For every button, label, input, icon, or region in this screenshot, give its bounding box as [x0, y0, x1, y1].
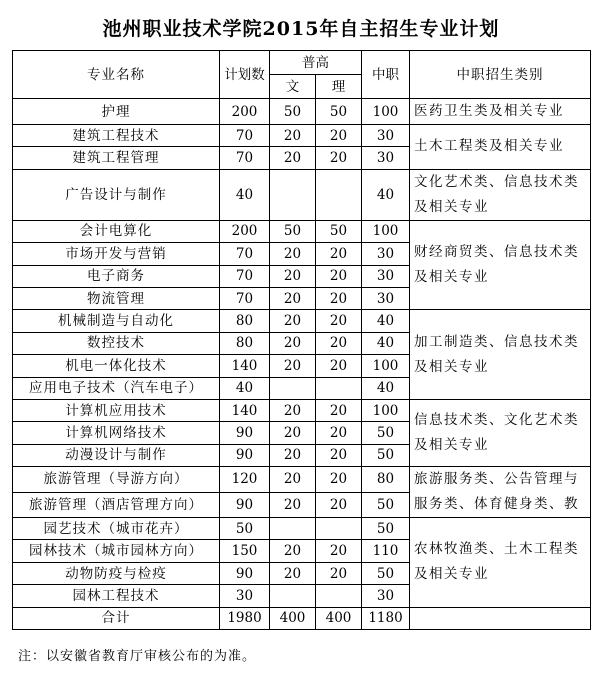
science-count: 20 [316, 492, 362, 518]
plan-count: 70 [220, 287, 270, 309]
plan-count: 80 [220, 310, 270, 332]
plan-count: 200 [220, 99, 270, 125]
col-header-vocational: 中职 [362, 51, 410, 99]
major-name: 旅游管理（酒店管理方向） [13, 492, 220, 518]
science-count: 20 [316, 467, 362, 493]
science-count: 20 [316, 355, 362, 377]
major-name: 计算机应用技术 [13, 399, 220, 421]
major-name: 园林技术（城市园林方向） [13, 540, 220, 562]
arts-count: 20 [270, 467, 316, 493]
table-row [13, 467, 591, 493]
arts-count: 20 [270, 492, 316, 518]
arts-count [270, 169, 316, 220]
major-name: 市场开发与营销 [13, 243, 220, 265]
plan-count: 90 [220, 562, 270, 584]
science-count [316, 377, 362, 399]
vocational-count: 50 [362, 492, 410, 518]
major-name: 机电一体化技术 [13, 355, 220, 377]
arts-count: 20 [270, 310, 316, 332]
science-count: 20 [316, 265, 362, 287]
science-count [316, 585, 362, 607]
science-count [316, 518, 362, 540]
arts-count: 20 [270, 422, 316, 444]
vocational-count: 50 [362, 518, 410, 540]
science-count: 20 [316, 540, 362, 562]
science-count: 20 [316, 562, 362, 584]
vocational-count: 50 [362, 422, 410, 444]
header-row [13, 51, 591, 75]
table-row [13, 220, 591, 242]
vocational-count: 30 [362, 147, 410, 169]
science-count: 20 [316, 399, 362, 421]
plan-count: 90 [220, 444, 270, 466]
total-vocational: 1180 [362, 607, 410, 629]
vocational-count: 40 [362, 169, 410, 220]
arts-count [270, 377, 316, 399]
plan-count: 70 [220, 243, 270, 265]
arts-count: 20 [270, 125, 316, 147]
col-header-category: 中职招生类别 [410, 51, 591, 99]
plan-count: 70 [220, 147, 270, 169]
science-count: 20 [316, 444, 362, 466]
vocational-count: 30 [362, 585, 410, 607]
col-header-plan: 计划数 [220, 51, 270, 99]
arts-count: 50 [270, 220, 316, 242]
col-header-general: 普高 [270, 51, 362, 75]
col-header-name: 专业名称 [13, 51, 220, 99]
major-name: 广告设计与制作 [13, 169, 220, 220]
vocational-count: 50 [362, 562, 410, 584]
plan-count: 140 [220, 399, 270, 421]
plan-count: 90 [220, 422, 270, 444]
category-cell: 医药卫生类及相关专业 [410, 99, 591, 125]
category-cell: 农林牧渔类、土木工程类及相关专业 [410, 518, 591, 608]
total-label: 合计 [13, 607, 220, 629]
vocational-count: 100 [362, 220, 410, 242]
major-name: 机械制造与自动化 [13, 310, 220, 332]
major-name: 园艺技术（城市花卉） [13, 518, 220, 540]
total-science: 400 [316, 607, 362, 629]
science-count: 20 [316, 125, 362, 147]
science-count: 20 [316, 332, 362, 354]
vocational-count: 110 [362, 540, 410, 562]
total-category-empty [410, 607, 591, 629]
arts-count: 20 [270, 243, 316, 265]
major-name: 物流管理 [13, 287, 220, 309]
arts-count: 20 [270, 444, 316, 466]
major-name: 动物防疫与检疫 [13, 562, 220, 584]
vocational-count: 100 [362, 99, 410, 125]
major-name: 护理 [13, 99, 220, 125]
total-plan: 1980 [220, 607, 270, 629]
plan-count: 40 [220, 377, 270, 399]
category-cell: 土木工程类及相关专业 [410, 125, 591, 170]
plan-count: 120 [220, 467, 270, 493]
arts-count: 20 [270, 147, 316, 169]
table-row [13, 518, 591, 540]
category-cell: 旅游服务类、公告管理与服务类、体育健身类、教 [410, 467, 591, 518]
science-count: 50 [316, 220, 362, 242]
major-name: 会计电算化 [13, 220, 220, 242]
arts-count: 20 [270, 399, 316, 421]
plan-count: 70 [220, 125, 270, 147]
vocational-count: 30 [362, 265, 410, 287]
arts-count: 20 [270, 332, 316, 354]
arts-count [270, 585, 316, 607]
category-cell: 加工制造类、信息技术类及相关专业 [410, 310, 591, 400]
vocational-count: 40 [362, 377, 410, 399]
arts-count: 20 [270, 562, 316, 584]
category-cell: 财经商贸类、信息技术类及相关专业 [410, 220, 591, 310]
page-title: 池州职业技术学院2015年自主招生专业计划 [102, 18, 500, 40]
major-name: 计算机网络技术 [13, 422, 220, 444]
plan-count: 50 [220, 518, 270, 540]
table-row [13, 99, 591, 125]
science-count: 50 [316, 99, 362, 125]
total-arts: 400 [270, 607, 316, 629]
science-count: 20 [316, 147, 362, 169]
arts-count [270, 518, 316, 540]
category-cell: 信息技术类、文化艺术类及相关专业 [410, 399, 591, 466]
major-name: 旅游管理（导游方向） [13, 467, 220, 493]
plan-count: 30 [220, 585, 270, 607]
col-header-science: 理 [316, 75, 362, 99]
plan-count: 150 [220, 540, 270, 562]
vocational-count: 40 [362, 332, 410, 354]
arts-count: 20 [270, 265, 316, 287]
major-name: 数控技术 [13, 332, 220, 354]
major-name: 电子商务 [13, 265, 220, 287]
vocational-count: 100 [362, 355, 410, 377]
total-row [13, 607, 591, 629]
table-row [13, 399, 591, 421]
science-count [316, 169, 362, 220]
footnote: 注：以安徽省教育厅审核公布的为准。 [18, 649, 257, 664]
major-name: 应用电子技术（汽车电子） [13, 377, 220, 399]
major-name: 建筑工程管理 [13, 147, 220, 169]
major-name: 动漫设计与制作 [13, 444, 220, 466]
plan-count: 70 [220, 265, 270, 287]
vocational-count: 80 [362, 467, 410, 493]
plan-count: 80 [220, 332, 270, 354]
major-name: 园林工程技术 [13, 585, 220, 607]
plan-count: 90 [220, 492, 270, 518]
vocational-count: 30 [362, 287, 410, 309]
arts-count: 20 [270, 287, 316, 309]
plan-count: 140 [220, 355, 270, 377]
science-count: 20 [316, 422, 362, 444]
vocational-count: 100 [362, 399, 410, 421]
arts-count: 50 [270, 99, 316, 125]
science-count: 20 [316, 243, 362, 265]
arts-count: 20 [270, 540, 316, 562]
vocational-count: 50 [362, 444, 410, 466]
vocational-count: 40 [362, 310, 410, 332]
vocational-count: 30 [362, 243, 410, 265]
vocational-count: 30 [362, 125, 410, 147]
category-cell: 文化艺术类、信息技术类及相关专业 [410, 169, 591, 220]
table-row [13, 310, 591, 332]
science-count: 20 [316, 287, 362, 309]
plan-count: 40 [220, 169, 270, 220]
table-row [13, 169, 591, 220]
table-row [13, 125, 591, 147]
plan-count: 200 [220, 220, 270, 242]
arts-count: 20 [270, 355, 316, 377]
enrollment-plan-table [12, 50, 591, 630]
col-header-arts: 文 [270, 75, 316, 99]
science-count: 20 [316, 310, 362, 332]
major-name: 建筑工程技术 [13, 125, 220, 147]
